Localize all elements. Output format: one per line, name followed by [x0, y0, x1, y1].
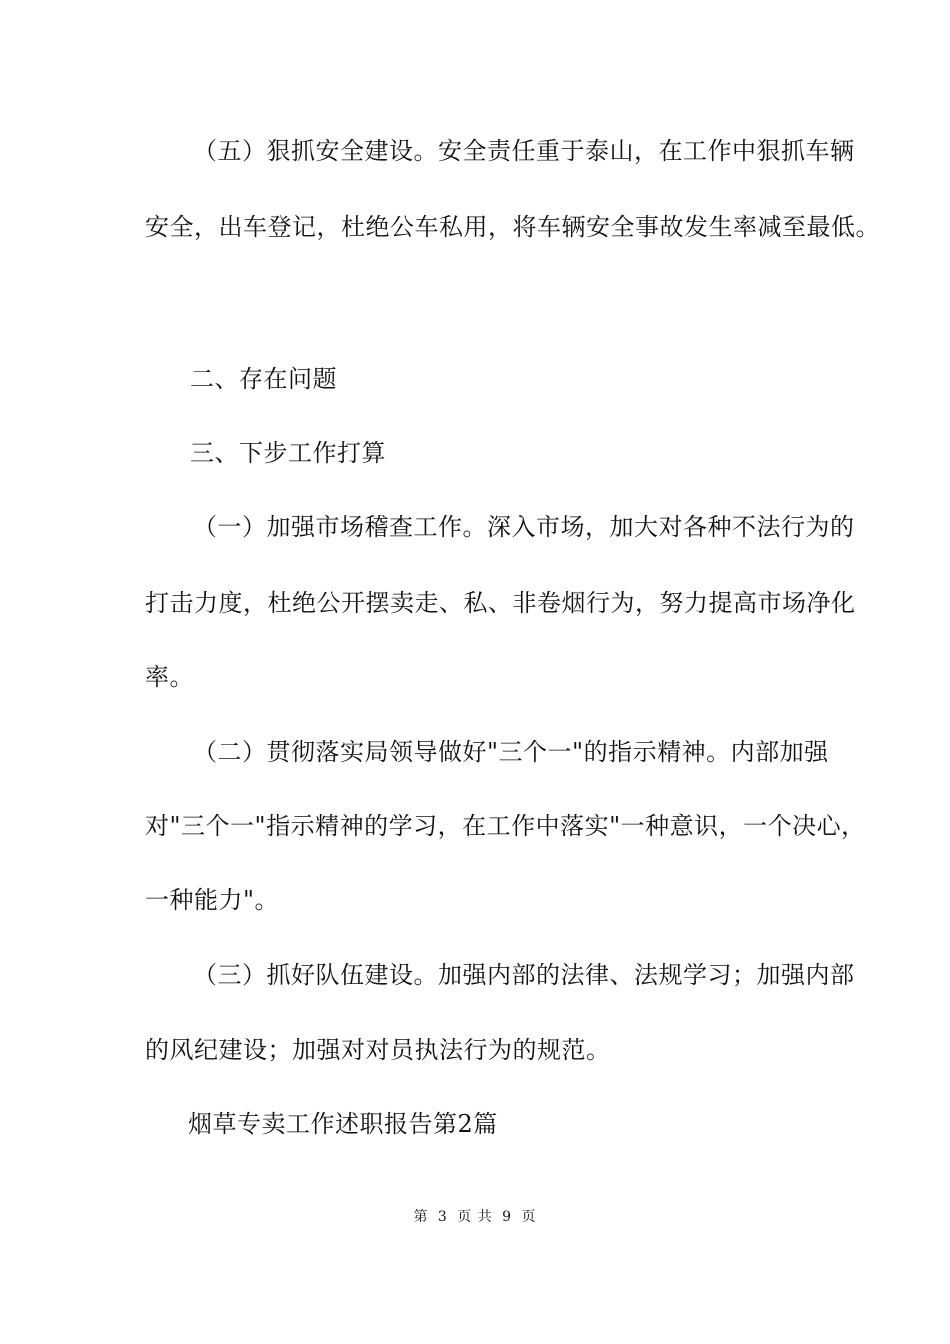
paragraph-line: 对"三个一"指示精神的学习，在工作中落实"一种意识，一个决心，	[145, 812, 866, 840]
paragraph-line: （一）加强市场稽查工作。深入市场，加大对各种不法行为的	[193, 513, 855, 541]
paragraph-line: （五）狠抓安全建设。安全责任重于泰山，在工作中狠抓车辆	[193, 137, 855, 165]
footer-prefix: 第	[413, 1209, 429, 1225]
paragraph-line: 安全，出车登记，杜绝公车私用，将车辆安全事故发生率减至最低。	[145, 213, 880, 241]
footer-suffix: 页	[521, 1209, 537, 1225]
footer-current-page: 3	[437, 1209, 448, 1225]
paragraph-line: 率。	[145, 663, 194, 691]
article-title: 烟草专卖工作述职报告第2篇	[188, 1110, 498, 1138]
footer-middle: 页 共	[457, 1209, 493, 1225]
paragraph-line: 一种能力"。	[145, 886, 280, 914]
footer-total-pages: 9	[502, 1209, 513, 1225]
section-heading: 三、下步工作打算	[190, 439, 386, 467]
paragraph-line: 打击力度，杜绝公开摆卖走、私、非卷烟行为，努力提高市场净化	[145, 589, 856, 617]
paragraph-line: （三）抓好队伍建设。加强内部的法律、法规学习；加强内部	[193, 961, 855, 989]
page-footer	[0, 1208, 950, 1226]
paragraph-line: （二）贯彻落实局领导做好"三个一"的指示精神。内部加强	[193, 738, 829, 766]
paragraph-line: 的风纪建设；加强对对员执法行为的规范。	[145, 1036, 611, 1064]
section-heading: 二、存在问题	[190, 365, 337, 393]
